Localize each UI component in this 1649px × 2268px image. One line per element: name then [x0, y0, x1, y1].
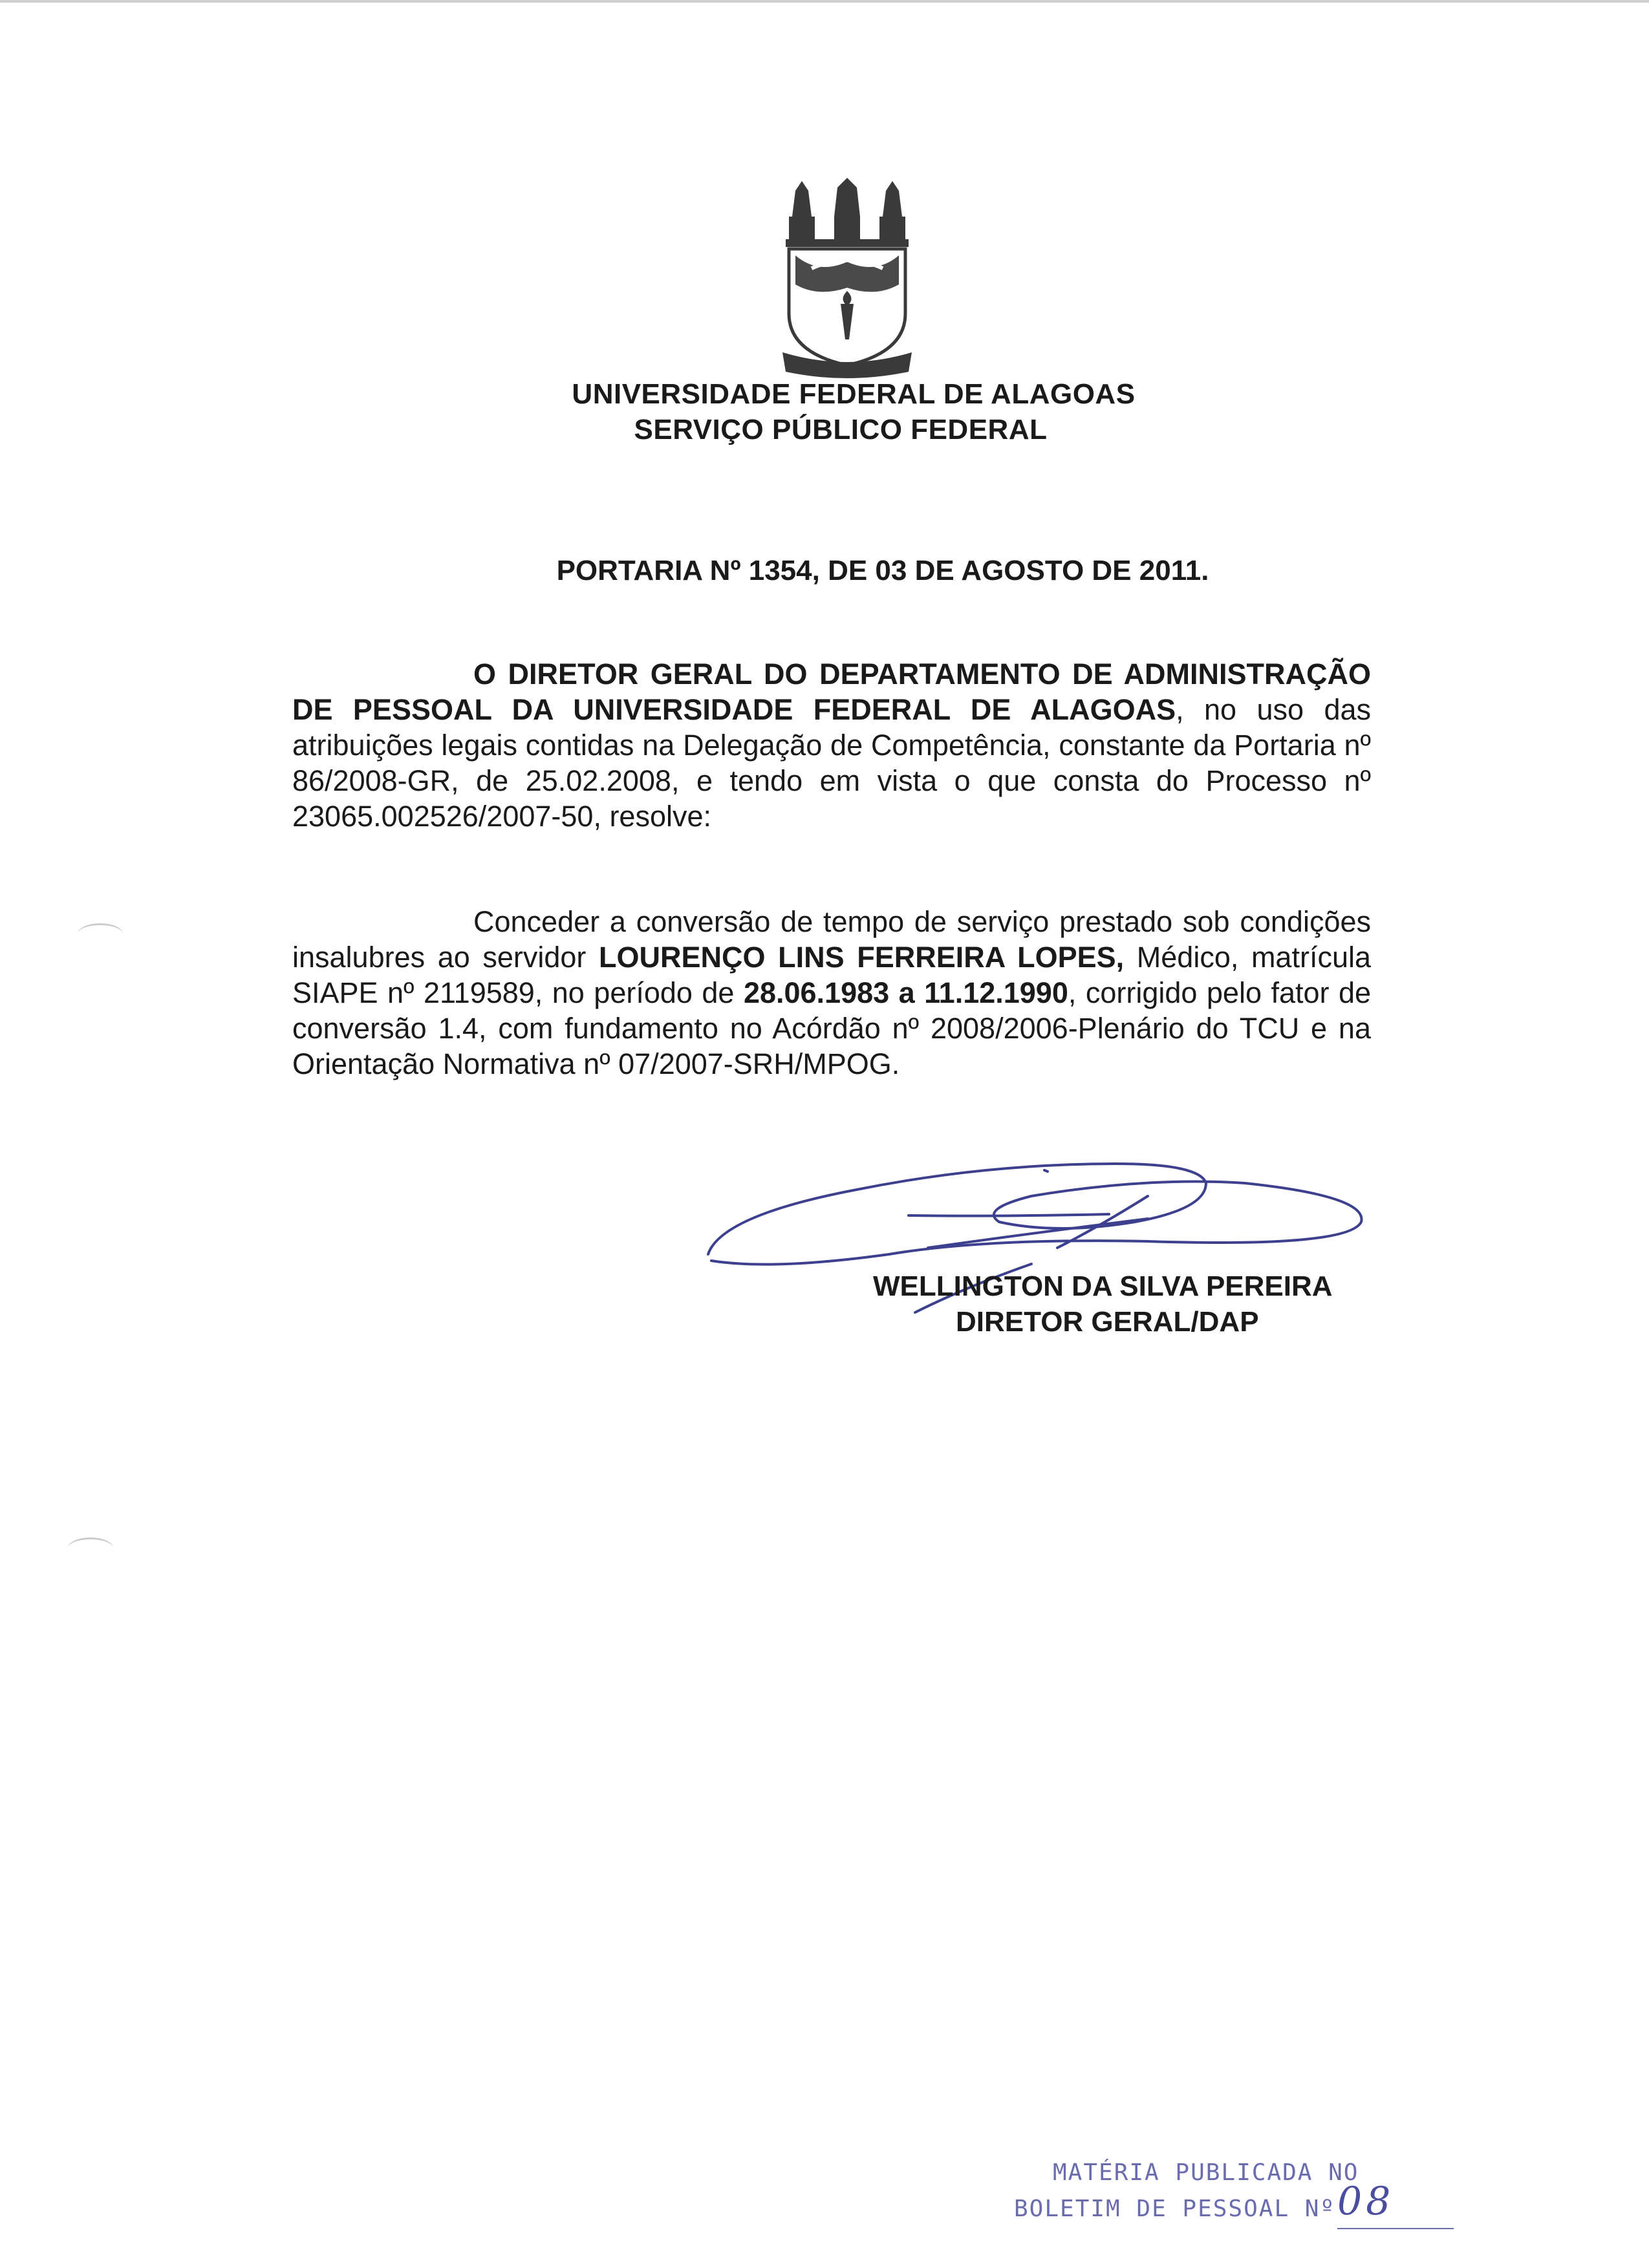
- signer-name: WELLINGTON DA SILVA PEREIRA: [873, 1270, 1333, 1302]
- university-name: UNIVERSIDADE FEDERAL DE ALAGOAS: [572, 378, 1136, 410]
- resolution-part3: , corrigido pelo fator de conversão 1.4, com fundamento no Acórdão nº 2008/2006-Plenário do TCU e na Orientação Normativa nº 07/2007-SRH/MPOG.: [292, 976, 1372, 1080]
- document-title: PORTARIA Nº 1354, DE 03 DE AGOSTO DE 2011.: [556, 555, 1209, 586]
- university-crest-icon: [779, 178, 915, 378]
- paragraph-preamble: [292, 656, 1371, 834]
- preamble-bold-lead: O DIRETOR GERAL DO DEPARTAMENTO DE ADMINISTRAÇÃO DE PESSOAL DA UNIVERSIDADE FEDERAL DE ALAGOAS: [292, 658, 1371, 726]
- stamp-bulletin-number: 08: [1337, 2179, 1395, 2224]
- service-name: SERVIÇO PÚBLICO FEDERAL: [634, 414, 1048, 445]
- stamp-line-2: BOLETIM DE PESSOAL Nº: [1014, 2196, 1336, 2222]
- scan-mark: [68, 1537, 113, 1559]
- resolution-part2: Médico, matrícula SIAPE nº 2119589, no período de: [292, 941, 1371, 1009]
- stamp-line-1: MATÉRIA PUBLICADA NO: [1053, 2159, 1359, 2186]
- signer-role: DIRETOR GERAL/DAP: [956, 1306, 1259, 1338]
- resolution-part1: Conceder a conversão de tempo de serviço prestado sob condições insalubres ao servidor: [292, 905, 1371, 974]
- paragraph-resolution: [292, 904, 1371, 1082]
- stamp-underline: [1337, 2228, 1454, 2229]
- preamble-text: , no uso das atribuições legais contidas na Delegação de Competência, constante da Portaria nº 86/2008-GR, de 25.02.2008, e tendo em vista o que consta do Processo nº 23065.002526/2007-50, resolve:: [292, 693, 1371, 833]
- scan-mark: [78, 923, 123, 945]
- servant-name: LOURENÇO LINS FERREIRA LOPES,: [599, 941, 1125, 974]
- service-period: 28.06.1983 a 11.12.1990: [743, 976, 1068, 1009]
- scan-edge: [0, 0, 1649, 3]
